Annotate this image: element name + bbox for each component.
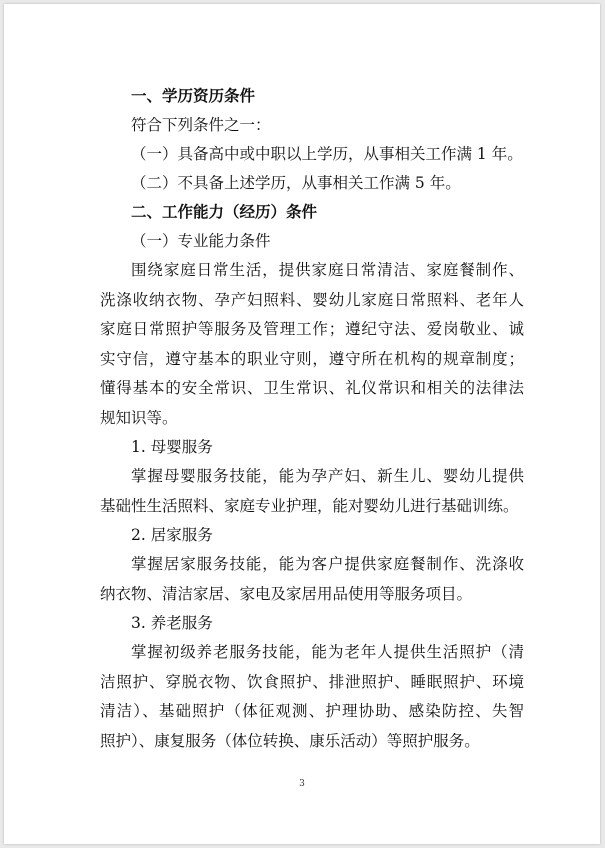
document-body [100,82,524,756]
document-page [4,4,600,844]
paragraph-line: 掌握母婴服务技能，能为孕产妇、新生儿、婴幼儿提供 [131,467,524,485]
paragraph-line: 基础性生活照料、家庭专业护理，能对婴幼儿进行基础训练。 [100,496,519,515]
paragraph-line: 实守信，遵守基本的职业守则，遵守所在机构的规章制度； [100,349,524,368]
paragraph-line: 掌握居家服务技能，能为客户提供家庭餐制作、洗涤收 [131,555,524,573]
paragraph-maternal-infant [100,462,524,521]
paragraph-line: 洗涤收纳衣物、孕产妇照料、婴幼儿家庭日常照料、老年人 [100,290,524,309]
paragraph-general-requirements [100,256,524,433]
paragraph-line: 照护）、康复服务（体位转换、康乐活动）等照护服务。 [100,731,480,750]
condition-intro: 符合下列条件之一： [131,116,271,134]
paragraph-line: 纳衣物、清洁家居、家电及家居用品使用等服务项目。 [100,584,473,603]
item-title-maternal-infant: 1. 母婴服务 [131,438,213,456]
item-title-home-service: 2. 居家服务 [131,526,213,544]
condition-item-2: （二）不具备上述学历，从事相关工作满 5 年。 [131,174,461,192]
condition-item-1: （一）具备高中或中职以上学历，从事相关工作满 1 年。 [131,145,523,163]
paragraph-line: 掌握初级养老服务技能，能为老年人提供生活照护（清 [131,643,524,661]
paragraph-line: 围绕家庭日常生活，提供家庭日常清洁、家庭餐制作、 [131,261,524,279]
section-heading-education: 一、学历资历条件 [131,87,256,105]
sub-heading-professional-ability: （一）专业能力条件 [131,232,271,250]
paragraph-home-service [100,550,524,609]
page-number: 3 [299,779,305,789]
paragraph-elderly-care [100,638,524,756]
item-title-elderly-care: 3. 养老服务 [131,614,213,632]
paragraph-line: 懂得基本的安全常识、卫生常识、礼仪常识和相关的法律法 [100,379,524,397]
paragraph-line: 家庭日常照护等服务及管理工作；遵纪守法、爱岗敬业、诚 [100,320,524,338]
section-heading-work-ability: 二、工作能力（经历）条件 [131,203,318,221]
paragraph-line: 清洁）、基础照护（体征观测、护理协助、感染防控、失智 [100,702,524,720]
paragraph-line: 洁照护、穿脱衣物、饮食照护、排泄照护、睡眠照护、环境 [100,672,524,691]
paragraph-line: 规知识等。 [100,408,178,427]
